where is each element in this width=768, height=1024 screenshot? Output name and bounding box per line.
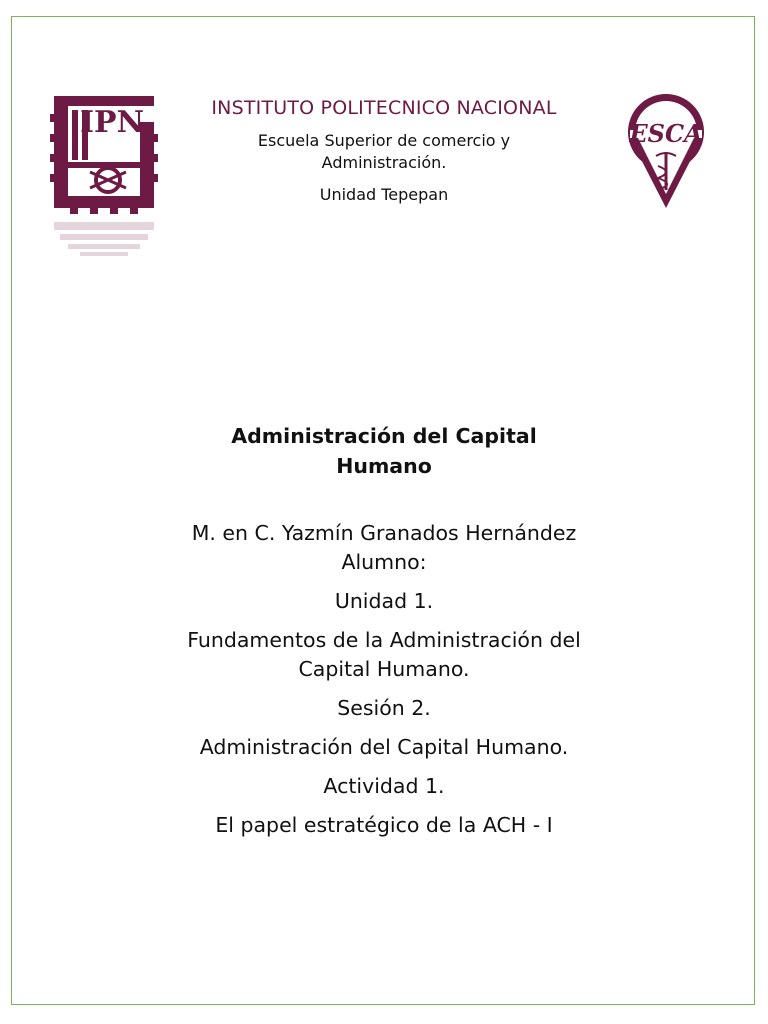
unit-name: Unidad Tepepan <box>319 185 449 204</box>
school-name <box>180 130 588 174</box>
session-topic: Administración del Capital Humano. <box>199 735 569 759</box>
institution-name: INSTITUTO POLITECNICO NACIONAL <box>211 97 557 119</box>
ipn-logo <box>50 92 158 260</box>
school-line-2: Administración. <box>321 153 447 172</box>
course-title: Administración del Capital Humano <box>231 424 537 478</box>
activity-title: El papel estratégico de la ACH - I <box>215 813 553 837</box>
main-content <box>120 421 648 840</box>
svg-text:IPN: IPN <box>79 105 145 140</box>
session-number: Sesión 2. <box>337 696 431 720</box>
unit-topic: Fundamentos de la Administración del Capital Humano. <box>187 628 581 681</box>
student-label: Alumno: <box>341 550 427 574</box>
ipn-logo-icon <box>50 92 158 260</box>
svg-text:ESCA: ESCA <box>629 119 703 148</box>
header <box>180 96 588 206</box>
teacher-name: M. en C. Yazmín Granados Hernández <box>191 521 577 545</box>
esca-logo <box>610 92 722 212</box>
unit-number: Unidad 1. <box>334 589 434 613</box>
esca-logo-icon <box>610 92 722 212</box>
school-line-1: Escuela Superior de comercio y <box>257 131 511 150</box>
details <box>120 519 648 840</box>
activity-number: Actividad 1. <box>323 774 445 798</box>
